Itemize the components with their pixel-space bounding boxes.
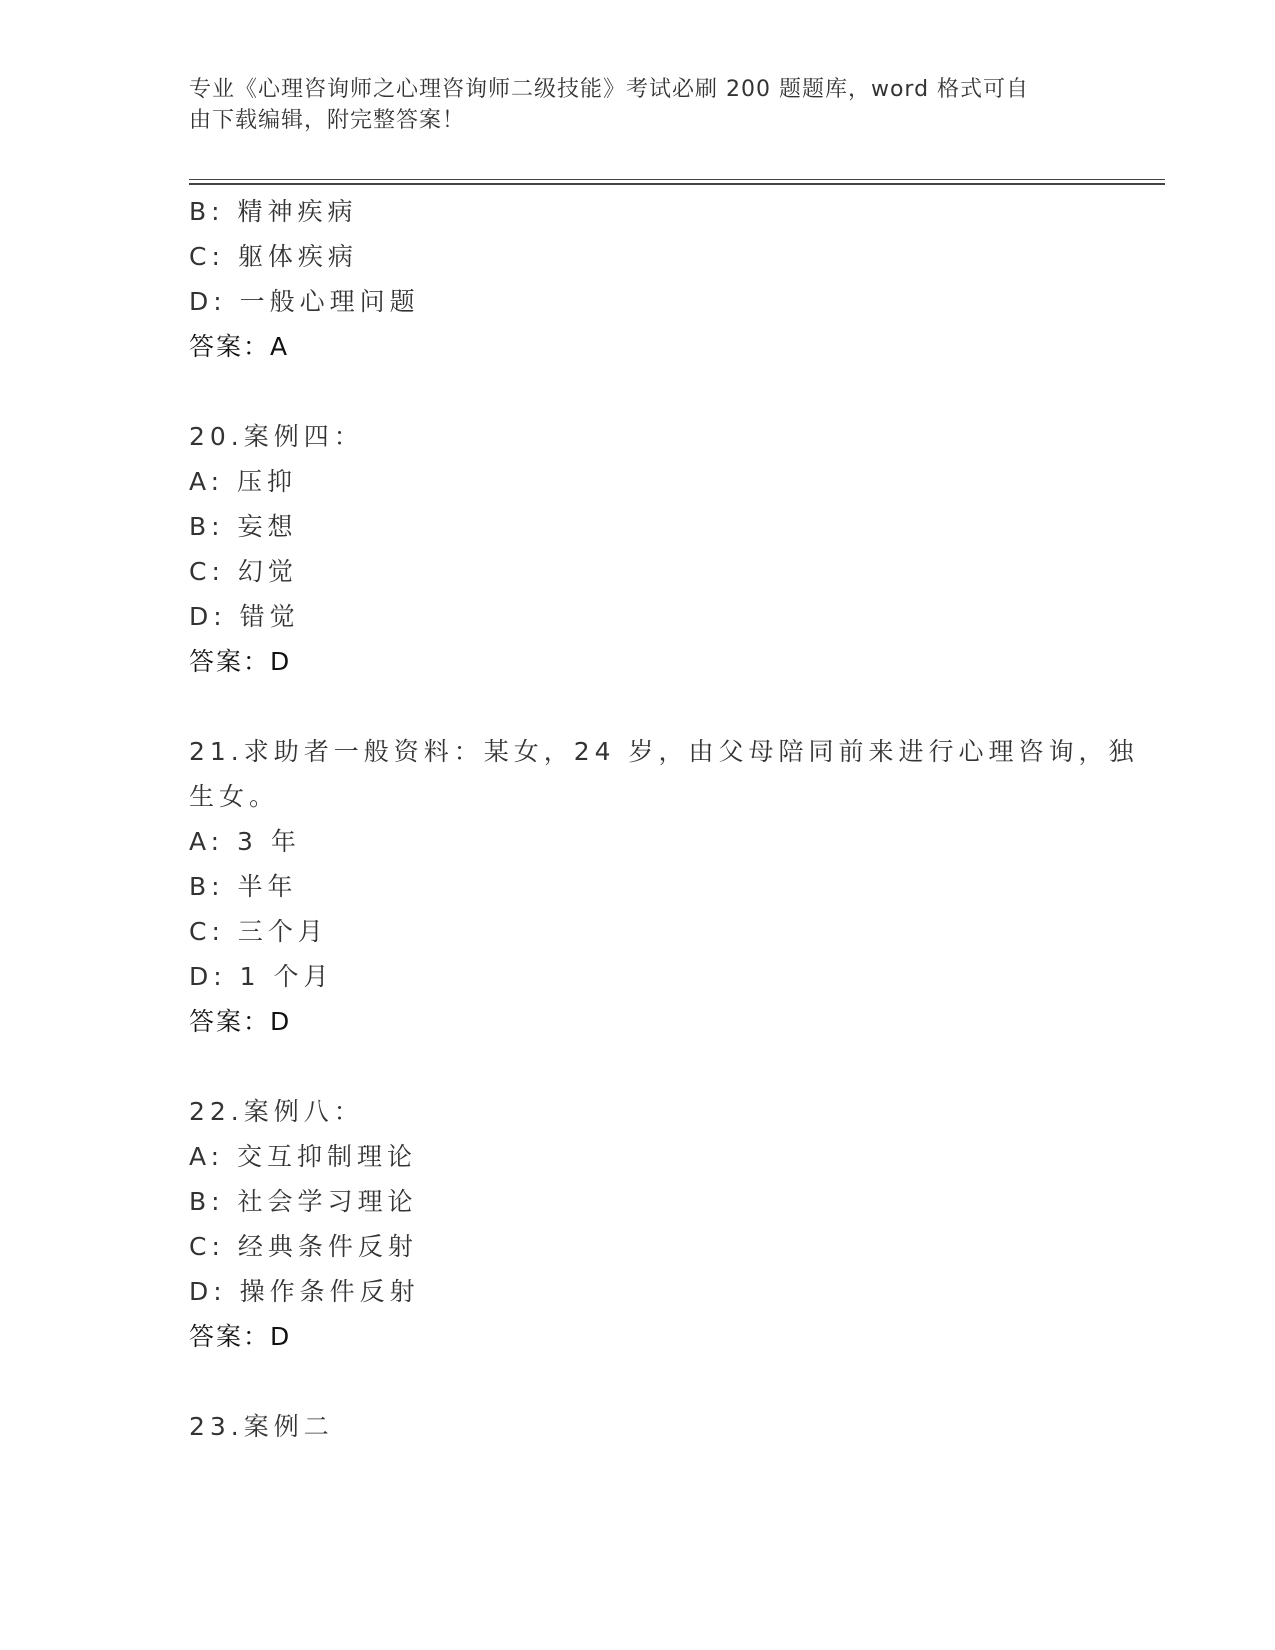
q22-answer: 答案：D (189, 1322, 292, 1351)
q22-option-d: D: 操作条件反射 (189, 1277, 420, 1306)
q21-answer: 答案：D (189, 1007, 292, 1036)
q19-answer: 答案：A (189, 332, 290, 361)
q20-option-a: A: 压抑 (189, 467, 298, 496)
q21-question-line-1: 21.求助者一般资料：某女，24 岁，由父母陪同前来进行心理咨询，独 (189, 737, 1139, 766)
q23-question: 23.案例二 (189, 1412, 334, 1441)
q21-question-line-2: 生女。 (189, 782, 280, 811)
q19-option-d: D: 一般心理问题 (189, 287, 420, 316)
document-header (189, 74, 1069, 136)
q19-option-c: C: 躯体疾病 (189, 242, 358, 271)
q21-option-b: B: 半年 (189, 872, 298, 901)
header-divider-thin (189, 179, 1165, 180)
q20-option-d: D: 错觉 (189, 602, 300, 631)
q22-option-a: A: 交互抑制理论 (189, 1142, 418, 1171)
header-line-2: 由下载编辑，附完整答案！ (189, 108, 466, 133)
q22-option-b: B: 社会学习理论 (189, 1187, 418, 1216)
q19-option-b: B: 精神疾病 (189, 197, 358, 226)
q21-option-d: D: 1 个月 (189, 962, 334, 991)
q20-option-b: B: 妄想 (189, 512, 298, 541)
q20-question: 20.案例四： (189, 422, 364, 451)
header-line-1: 专业《心理咨询师之心理咨询师二级技能》考试必刷 200 题题库，word 格式可自 (189, 77, 1030, 102)
q20-option-c: C: 幻觉 (189, 557, 298, 586)
q22-question: 22.案例八： (189, 1097, 364, 1126)
q22-option-c: C: 经典条件反射 (189, 1232, 418, 1261)
q21-option-a: A: 3 年 (189, 827, 301, 856)
q20-answer: 答案：D (189, 647, 292, 676)
header-divider-thick (189, 183, 1165, 185)
q21-option-c: C: 三个月 (189, 917, 328, 946)
